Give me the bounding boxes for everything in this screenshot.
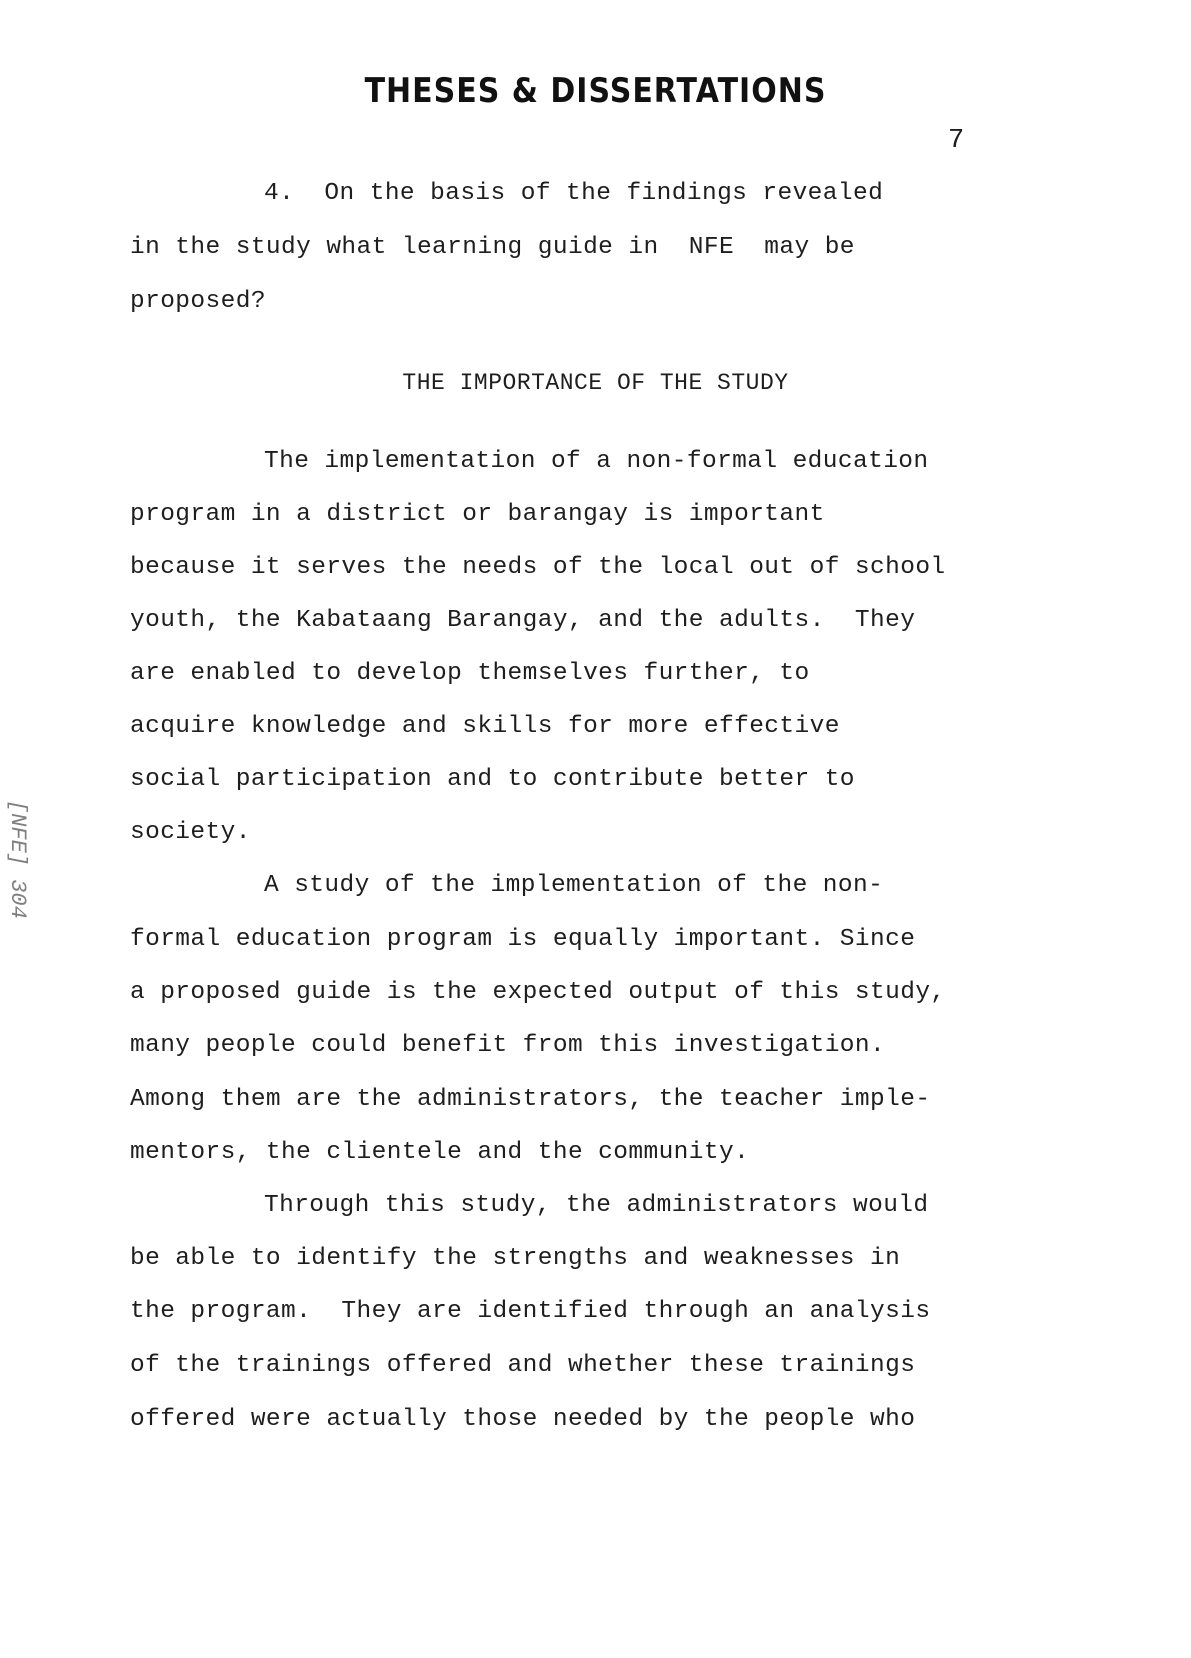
- p1-line-6: acquire knowledge and skills for more effective: [130, 713, 840, 740]
- p1-line-3: because it serves the needs of the local out of school: [130, 554, 946, 581]
- p1-line-7: social participation and to contribute better to: [130, 766, 855, 793]
- question-line-1: 4. On the basis of the findings revealed: [264, 180, 884, 207]
- section-heading: THE IMPORTANCE OF THE STUDY: [402, 370, 789, 396]
- p1-line-8: society.: [130, 819, 251, 846]
- p3-line-2: be able to identify the strengths and weaknesses in: [130, 1245, 901, 1272]
- p3-line-5: offered were actually those needed by the people who: [130, 1406, 916, 1433]
- question-line-2: in the study what learning guide in NFE may be: [130, 234, 855, 261]
- p2-line-4: many people could benefit from this investigation.: [130, 1032, 886, 1059]
- p3-line-4: of the trainings offered and whether these trainings: [130, 1352, 916, 1379]
- p2-line-1: A study of the implementation of the non-: [264, 872, 884, 899]
- p2-line-2: formal education program is equally important. Since: [130, 926, 916, 953]
- question-line-3: proposed?: [130, 288, 266, 315]
- theses-dissertations-stamp: THESES & DISSERTATIONS: [364, 71, 827, 112]
- p1-line-4: youth, the Kabataang Barangay, and the adults. They: [130, 607, 916, 634]
- handwritten-margin-note: [NFE] 304: [5, 800, 30, 919]
- p1-line-1: The implementation of a non-formal education: [264, 448, 929, 475]
- p1-line-5: are enabled to develop themselves further, to: [130, 660, 810, 687]
- p1-line-2: program in a district or barangay is important: [130, 501, 825, 528]
- p3-line-3: the program. They are identified through an analysis: [130, 1298, 931, 1325]
- p2-line-5: Among them are the administrators, the teacher imple-: [130, 1086, 931, 1113]
- page-number: 7: [948, 126, 965, 156]
- p3-line-1: Through this study, the administrators would: [264, 1192, 929, 1219]
- p2-line-3: a proposed guide is the expected output of this study,: [130, 979, 946, 1006]
- p2-line-6: mentors, the clientele and the community.: [130, 1139, 750, 1166]
